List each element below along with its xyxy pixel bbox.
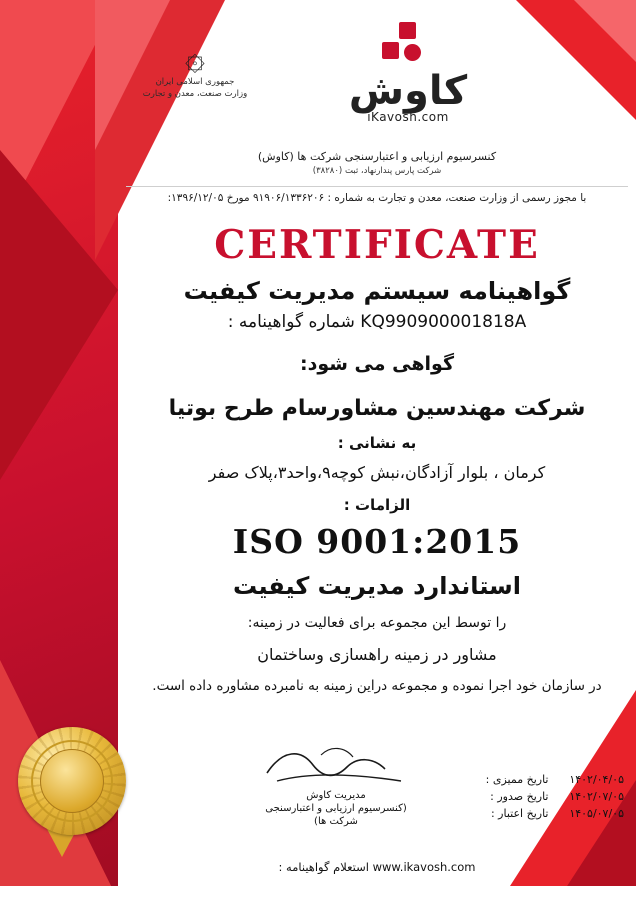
ikavosh-squares-logo-icon [382, 22, 434, 68]
logo-square-left [382, 42, 399, 59]
logo-latin-text: iKavosh.com [367, 110, 449, 124]
permit-line: با مجوز رسمی از وزارت صنعت، معدن و تجارت به شماره : ۹۱۹۰۶/۱۳۳۶۲۰۶ مورخ ۱۳۹۶/۱۲/۰۵: [167, 192, 587, 204]
address-label: به نشانی : [337, 434, 417, 452]
page-title: CERTIFICATE [214, 222, 540, 268]
organization-name: کنسرسیوم ارزیابی و اعتبارسنجی شرکت ها (کاوش) [257, 150, 497, 163]
signature-subtitle: (کنسرسیوم ارزیابی و اعتبارسنجی شرکت ها) [265, 803, 407, 827]
certificate-number [128, 312, 626, 332]
iran-emblem-icon: ۞ [185, 38, 205, 78]
certificate-header [118, 0, 636, 178]
certificate-number-label: شماره گواهینامه : [227, 312, 355, 332]
audit-date-value: ۱۴۰۲/۰۴/۰۵ [569, 773, 624, 786]
ikavosh-logo [298, 22, 518, 124]
audit-date-label: تاریخ ممیزی : [485, 773, 549, 786]
standard-name: استاندارد مدیریت کیفیت [233, 572, 521, 600]
logo-square-right [404, 44, 421, 61]
footer [118, 860, 636, 874]
date-row [486, 805, 624, 822]
signature-title: مدیریت کاوش [306, 790, 366, 801]
emblem-line-1: جمهوری اسلامی ایران [155, 77, 235, 87]
verification-label: استعلام گواهینامه : [278, 860, 369, 874]
company-name: شرکت مهندسین مشاورسام طرح بوتیا [168, 396, 586, 421]
handwritten-signature-icon [256, 743, 416, 789]
verification-url[interactable]: www.ikavosh.com [372, 860, 476, 874]
left-red-shape-middle [0, 150, 118, 480]
date-row [486, 788, 624, 805]
certificate-content [118, 0, 636, 900]
logo-square-top [399, 22, 416, 39]
signature-block [256, 743, 416, 828]
left-red-shape-top [0, 0, 118, 230]
requirements-label: الزامات : [343, 496, 411, 514]
seal-center [40, 749, 104, 813]
system-name: گواهینامه سیستم مدیریت کیفیت [183, 277, 571, 305]
certificate-number-value: KQ990900001818A [360, 312, 527, 332]
issue-date-value: ۱۴۰۲/۰۷/۰۵ [569, 790, 624, 803]
national-emblem [140, 40, 250, 100]
organization-registration: شرکت پارس پندارنهاد، ثبت (۳۸۲۸۰) [312, 166, 442, 176]
header-divider [126, 186, 628, 187]
scope-line-1: را توسط این مجموعه برای فعالیت در زمینه: [247, 615, 507, 631]
date-row [486, 771, 624, 788]
company-address: کرمان ، بلوار آزادگان،نبش کوچه۹،واحد۳،پلاک صفر [208, 463, 546, 482]
expiry-date-value: ۱۴۰۵/۰۷/۰۵ [569, 807, 624, 820]
gold-seal [18, 727, 126, 835]
emblem-line-2: وزارت صنعت، معدن و تجارت [142, 89, 248, 99]
declaration-text: گواهی می شود: [299, 353, 455, 375]
scope-line-3: در سازمان خود اجرا نموده و مجموعه دراین زمینه به نامبرده مشاوره داده است. [152, 678, 602, 694]
logo-wordmark: کاوش [348, 68, 468, 114]
dates-block [486, 771, 624, 822]
scope-line-2: مشاور در زمینه راهسازی وساختمان [257, 645, 497, 664]
standard-code: ISO 9001:2015 [232, 522, 522, 561]
issue-date-label: تاریخ صدور : [490, 790, 549, 803]
expiry-date-label: تاریخ اعتبار : [490, 807, 549, 820]
